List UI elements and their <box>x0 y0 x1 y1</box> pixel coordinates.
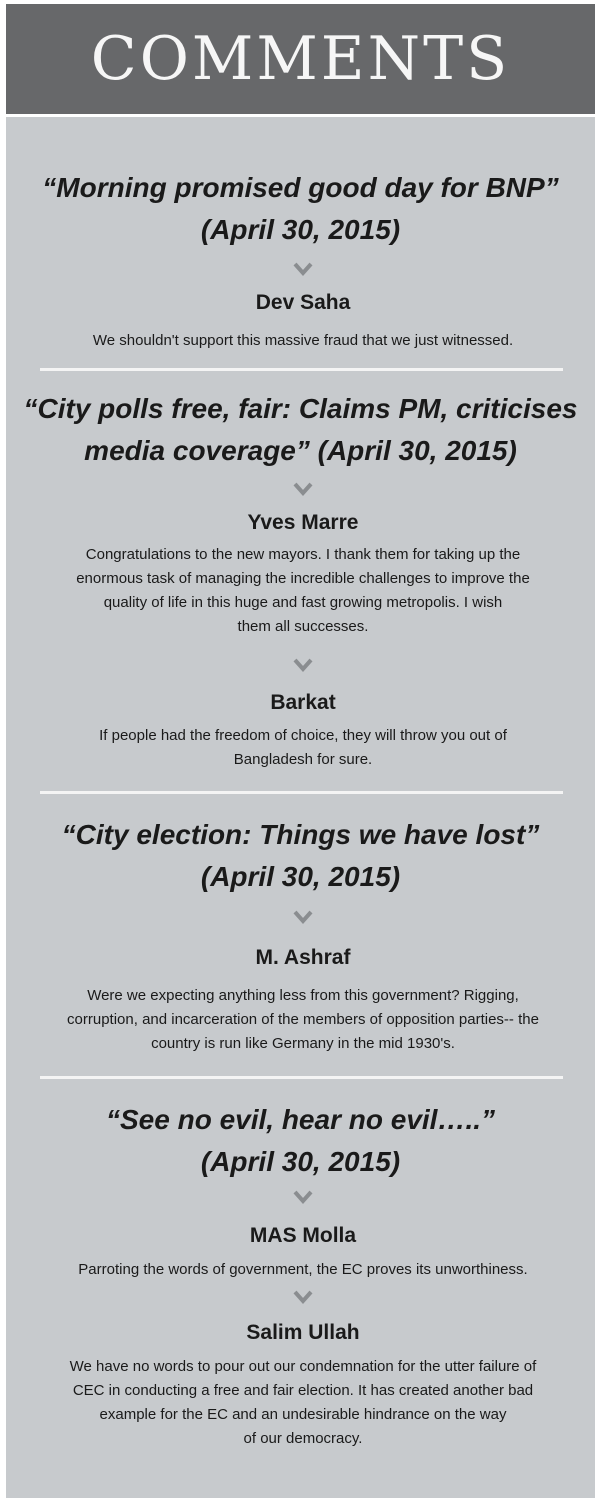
section-divider <box>40 368 563 371</box>
comment-line: enormous task of managing the incredible challenges to improve the <box>76 570 530 587</box>
chevron-down-icon <box>0 1290 606 1306</box>
comment-line: CEC in conducting a free and fair election. It has created another bad <box>72 1382 534 1399</box>
headline-line: “See no evil, hear no evil…..” <box>105 1104 496 1135</box>
comment-line: them all successes. <box>237 618 369 635</box>
chevron-down-icon <box>0 262 606 278</box>
comment-text <box>12 543 594 639</box>
comment-author: Yves Marre <box>247 511 359 534</box>
article-headline <box>16 167 585 251</box>
comment-author: Barkat <box>270 691 336 714</box>
comment-line: corruption, and incarceration of the members of opposition parties-- the <box>67 1011 539 1028</box>
comment-line: We have no words to pour out our condemnation for the utter failure of <box>69 1358 537 1375</box>
comment-author: M. Ashraf <box>255 946 351 969</box>
article-headline <box>16 814 585 898</box>
comment-text <box>12 1355 594 1451</box>
comment-author: Dev Saha <box>255 291 351 314</box>
headline-line: (April 30, 2015) <box>200 1146 401 1177</box>
article-headline <box>16 1099 585 1183</box>
comment-text <box>12 724 594 772</box>
comment-line: country is run like Germany in the mid 1930's. <box>151 1035 455 1052</box>
headline-line: (April 30, 2015) <box>200 861 401 892</box>
page-title: COMMENTS <box>90 24 511 94</box>
headline-line: “City polls free, fair: Claims PM, criticises <box>23 393 578 424</box>
comment-text <box>12 329 594 353</box>
comment-line: Parroting the words of government, the EC proves its unworthiness. <box>78 1261 528 1278</box>
comment-line: Were we expecting anything less from this government? Rigging, <box>87 987 519 1004</box>
headline-line: media coverage” (April 30, 2015) <box>84 435 517 466</box>
article-headline <box>16 388 585 472</box>
chevron-down-icon <box>0 482 606 498</box>
comment-line: example for the EC and an undesirable hindrance on the way <box>99 1406 507 1423</box>
comment-line: We shouldn't support this massive fraud that we just witnessed. <box>92 332 514 349</box>
comment-text <box>12 1258 594 1282</box>
headline-line: “City election: Things we have lost” <box>61 819 540 850</box>
section-divider <box>40 1076 563 1079</box>
chevron-down-icon <box>0 910 606 926</box>
chevron-down-icon <box>0 658 606 674</box>
chevron-down-icon <box>0 1190 606 1206</box>
comment-line: Bangladesh for sure. <box>233 751 373 768</box>
comments-header <box>6 4 595 117</box>
comment-line: Congratulations to the new mayors. I thank them for taking up the <box>85 546 521 563</box>
comment-line: quality of life in this huge and fast growing metropolis. I wish <box>103 594 503 611</box>
comment-text <box>12 984 594 1056</box>
comment-author: Salim Ullah <box>246 1321 360 1344</box>
comment-line: If people had the freedom of choice, they will throw you out of <box>99 727 507 744</box>
headline-line: “Morning promised good day for BNP” <box>42 172 559 203</box>
headline-line: (April 30, 2015) <box>200 214 401 245</box>
comment-author: MAS Molla <box>249 1224 357 1247</box>
section-divider <box>40 791 563 794</box>
comment-line: of our democracy. <box>243 1430 363 1447</box>
